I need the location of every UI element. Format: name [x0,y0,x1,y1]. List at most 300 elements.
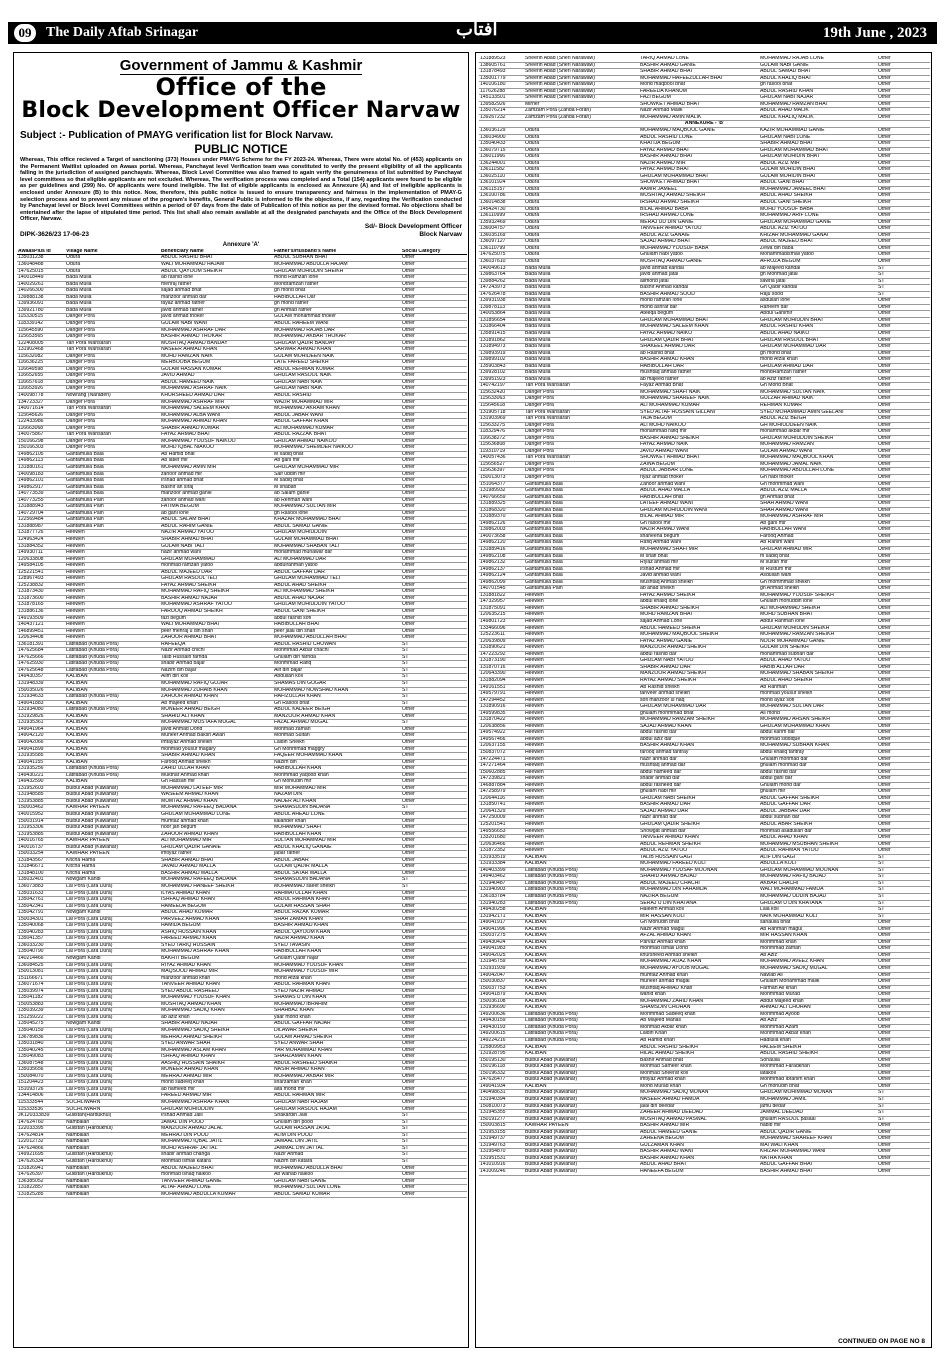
cell-father-husband: ABDUL RAHMAN KHAN [274,981,330,988]
cell-father-husband: GULAM HASSAN SHAH [274,903,331,909]
cell-father-husband: jamu dedar [760,1103,786,1109]
cell-village: Lal Pora (Lara Dura) [66,1086,113,1092]
cell-category: Other [878,107,891,114]
cell-awaas-id: 125221541 [18,569,44,575]
cell-village: Heewen [525,651,544,657]
cell-beneficiary: MOHAMMAD AHMAD KHAN [161,418,227,425]
cell-awaas-id: 136087548 [18,1060,44,1066]
cell-awaas-id: 131935256 [18,765,44,772]
cell-father-husband: WAZIR MOHAMMAD MIR [274,399,334,405]
cell-awaas-id: 149403462 [480,873,506,880]
cell-awaas-id: 120633808 [18,556,44,562]
cell-beneficiary: MOHAMMAD ASLAM KHAN [161,1047,226,1053]
cell-beneficiary: MOHAMMAD HAFEEZULLAH BHAT [640,75,724,81]
cell-awaas-id: 150195130 [480,1057,506,1063]
cell-village: Bulbul Abad (Kawahar) [66,798,119,804]
cell-beneficiary: zahoor ahmad wani [161,497,206,503]
cell-father-husband: GHULAM NABI GANIE [274,1178,327,1184]
cell-village: Nowgam Kandi [66,955,101,961]
cell-beneficiary: MOHAMMAD AIJAZ KHAN [640,958,702,965]
cell-father-husband: GULAM DIN SHEIKH [760,644,809,651]
cell-awaas-id: 139931938 [480,297,506,304]
cell-category: Other [878,788,891,795]
cell-village: Danger Pora [66,418,95,425]
cell-village: Bada Mulla [66,300,92,307]
cell-father-husband: ABDUL GAFFAR NAJAR [274,1020,331,1027]
cell-awaas-id: 149567466 [480,736,506,742]
cell-beneficiary: BASHIR AHMAD SHEIKH [640,435,699,441]
cell-awaas-id: 131948585 [18,791,44,798]
cell-awaas-id: 128967493 [18,575,44,582]
cell-father-husband: Ghulam mohmad dar [760,756,808,762]
cell-awaas-id: 136037610 [480,258,506,264]
cell-awaas-id: 131940283 [480,900,506,906]
cell-father-husband: MOHAMMAD SHABAN SHEIKH [760,670,834,677]
cell-village: Tari Pora Wansaran [66,340,111,346]
cell-village: Danger Pora [66,353,95,359]
cell-category: Other [402,975,415,981]
cell-father-husband: MOHAMMAD saeef sheikh [274,883,335,889]
cell-village: Heewen [525,723,544,729]
cell-father-husband: GHULAM NABI NAIK [274,385,323,392]
cell-awaas-id: 135040433 [480,140,506,147]
cell-father-husband: yaar mohd khan [274,1014,311,1020]
cell-village: KALIBAN [525,1044,547,1050]
cell-beneficiary: Ab Majeed Manas [640,1017,682,1024]
cell-category: Other [878,651,891,657]
cell-beneficiary: BASHIR AHMAD GANIE [640,62,696,68]
cell-category: Other [878,684,891,690]
cell-beneficiary: SHABIR AHMAD BHAT [640,68,694,75]
cell-village: Heewen [525,795,544,801]
cell-village: Heewen [525,834,544,841]
cell-category: Other [878,350,891,356]
cell-beneficiary: RAFEEQA [161,641,186,647]
cell-category: Other [878,147,891,153]
cell-father-husband: GHULAM MOHAMMAD TELI [274,575,341,582]
cell-category: Other [402,759,415,765]
cell-village: KAWHAR PAYEEN [66,850,110,857]
cell-awaas-id: 131931939 [480,965,506,972]
cell-awaas-id: 115632082 [18,353,44,359]
cell-awaas-id: 131889325 [480,500,506,507]
cell-awaas-id: 149041983 [480,945,506,952]
cell-awaas-id: 147626477 [480,1076,506,1083]
annexure-a-heading: Annexure 'A' [222,241,260,248]
cell-father-husband: MIR MOHAMMAD MIR [274,785,327,791]
cell-category: Other [402,890,415,896]
cell-father-husband: kalander khan [274,818,307,824]
cell-village: Nambalan [66,1145,90,1151]
cell-category: ST [402,876,409,883]
cell-category: ST [402,1125,409,1132]
cell-category: Other [878,782,891,788]
cell-father-husband: Abdul Rahman lone [760,618,805,625]
cell-beneficiary: GHULAM QADIR GANAIE [161,844,222,850]
cell-father-husband: Ab Rahman magul [760,926,803,932]
cell-father-husband: GHULAM MOHAMMAD DAR [760,343,827,350]
cell-village: Sheerin Abad (Sheri Narawaw) [525,88,595,94]
cell-awaas-id: 136004757 [480,225,506,232]
cell-beneficiary: imtiyaz Ahmad khan [640,1076,686,1083]
cell-awaas-id: 147625075 [480,251,506,258]
cell-category: Other [878,127,891,134]
cell-father-husband: MOHAMMAD SHAREEF KHAN [760,1135,832,1142]
notice-subject: Subject :- Publication of PMAYG verification list for Block Narvaw. [20,130,334,141]
cell-category: Other [402,549,415,556]
cell-category: Other [878,153,891,160]
cell-beneficiary: GULAM NABI TALI [161,543,205,549]
cell-awaas-id: 136110799 [480,245,506,251]
cell-village: Heewen [525,684,544,690]
cell-village: Gantamulla Pain [66,516,104,523]
cell-awaas-id: 149430424 [480,939,506,945]
cell-beneficiary: ISHFAQ AHMAD KHAN [161,1053,215,1060]
cell-father-husband: Nazim din katara [274,1158,313,1164]
cell-village: Odura [525,166,540,173]
cell-father-husband: NAIK MOHAMMAD KOLI [760,913,818,919]
cell-category: Other [878,1057,891,1063]
cell-awaas-id: 125809953 [480,1044,506,1050]
cell-awaas-id: 133201680 [480,834,506,841]
cell-father-husband: ghulam mir [760,788,786,795]
cell-beneficiary: mushtaq ahmad dar [640,762,686,769]
cell-father-husband: Nazim din [274,759,297,765]
cell-beneficiary: JAVAID AHMAD MALLA [161,863,216,870]
cell-category: Other [878,1142,891,1148]
cell-father-husband: MOHAMMAD AVEEZ KHAN [760,958,824,965]
cell-awaas-id: 131952603 [18,785,44,791]
cell-category: Other [878,330,891,336]
cell-village: Danger Pora [66,425,95,431]
cell-awaas-id: 141010916 [480,1161,506,1168]
cell-father-husband: Ghulam Qadir najar [274,955,319,961]
cell-category: Other [878,258,891,264]
cell-awaas-id: 141009246 [480,1168,506,1174]
cell-father-husband: Nazir Ahmad [274,1151,304,1158]
cell-village: Lal Pora (Lara Dura) [66,929,113,935]
cell-beneficiary: M shafi bhat [640,553,668,559]
cell-category: Other [402,274,415,281]
cell-awaas-id: 115636808 [480,441,506,448]
cell-father-husband: Abdul Majeed khan [760,998,804,1004]
cell-village: Heewen [525,847,544,854]
cell-category: Other [878,611,891,618]
cell-category: Other [402,595,415,601]
cell-father-husband: Ab Aziz [760,952,777,958]
cell-village: Heewen [66,608,85,615]
cell-beneficiary: sajad Ahmad Lone [640,618,683,625]
cell-category: ST [402,1145,409,1151]
cell-awaas-id: 131954870 [480,1148,506,1155]
cell-father-husband: mohammad akbar mir [760,428,810,435]
cell-beneficiary: ab ahad sheikh [640,585,675,592]
cell-village: Danger Pora [525,461,554,467]
cell-village: Tari Pora Wansaran [66,346,111,353]
cell-beneficiary: MANZOOR AHMAD JALAL [161,1125,223,1132]
cell-category: Other [402,385,415,392]
cell-awaas-id: 151166671 [18,975,44,981]
cell-awaas-id: 131873190 [480,657,506,664]
cell-father-husband: Gh Rasool bhat [274,700,310,706]
cell-father-husband: GHULAM MOHAMMAD MIR [274,464,339,470]
cell-beneficiary: BASHIR AHMAD SOOD [640,291,695,297]
cell-father-husband: ABDUL QADIR GANIE [760,1129,812,1135]
cell-father-husband: GULAM MOHIDIN BHAT [760,173,817,179]
cell-village: Heewen [66,621,85,628]
cell-category: Other [878,828,891,834]
cell-category: Other [878,703,891,710]
cell-awaas-id: 140071614 [18,405,44,412]
cell-village: Odura [525,153,540,160]
cell-father-husband: HABIBULLAH KHAN [274,831,322,837]
cell-village: Bulbul Abad (Kawahar) [66,844,119,850]
cell-category: Other [878,356,891,363]
cell-category: Other [878,245,891,251]
cell-village: KALIBAN [525,939,547,945]
cell-father-husband: ab Majeed kandal [760,265,801,271]
cell-category: Other [878,625,891,631]
cell-village: Lal Pora (Lara Dura) [66,922,113,929]
cell-category: Other [878,173,891,179]
cell-beneficiary: Bashir ah siraj [161,484,194,490]
cell-father-husband: MOHAMMAD SUBHAN KHAN [760,742,830,749]
cell-beneficiary: Farooq Ahmad sheikh [161,759,211,765]
cell-awaas-id: 140498631 [480,1089,506,1096]
cell-awaas-id: 116638272 [480,435,506,441]
cell-awaas-id: 149161551 [480,684,506,690]
cell-awaas-id: 140075867 [18,431,44,438]
cell-father-husband: ABDUL KHALIQ BHAT [760,75,812,81]
cell-beneficiary: MOHAMMAD ABDULLA KUMAR [161,1191,236,1197]
cell-category: ST [878,291,885,297]
cell-village: Lal Pora (Lara Dura) [66,1047,113,1053]
cell-village: Heewen [525,690,544,697]
cell-category: Other [878,225,891,232]
cell-father-husband: ABDUL SUBHAN BHAT [274,254,329,261]
cell-beneficiary: ABDUL MAJEED BHAT [161,1165,215,1171]
cell-category: Other [878,1155,891,1161]
cell-village: Lal Pora (Lara Dura) [66,916,113,922]
cell-category: Other [878,952,891,958]
cell-village: Odura [66,268,81,274]
cell-category: Other [402,359,415,366]
cell-father-husband: MOHAMMAD SULTAN NAIK [760,389,825,395]
cell-beneficiary: AAMIR JAMEEL [640,186,678,192]
cell-father-husband: ABDUL AHAD MALIK [760,107,809,114]
cell-village: Lal Pora (Lara Dura) [66,1034,113,1040]
cell-village: Heewen [525,638,544,644]
cell-father-husband: HABIBULLAH KHAN [274,948,322,955]
cell-awaas-id: 149224216 [480,1037,506,1044]
cell-father-husband: Asdullah wani [760,572,792,579]
cell-category: Other [878,598,891,605]
cell-village: Bulbul Abad (Kawahar) [525,1135,578,1142]
cell-beneficiary: MAQSOOD AHMAD MIR [161,968,218,975]
cell-category: Other [402,510,415,516]
cell-category: Other [402,1086,415,1092]
cell-category: ST [402,700,409,706]
cell-beneficiary: shabir ahmad changa [161,1151,210,1158]
cell-category: Other [402,307,415,313]
cell-category: Other [402,1027,415,1034]
cell-village: KALIBAN [66,713,88,719]
cell-category: ST [878,1103,885,1109]
cell-beneficiary: manzoor ahmad dar [161,294,207,300]
cell-category: ST [878,893,885,899]
cell-category: Other [878,166,891,173]
cell-father-husband: GHULAM MOHAMMAD KHAN [760,723,830,729]
cell-village: Bulbul Abad (Kawahar) [525,1142,578,1148]
cell-village: Lal Pora (Lara Dura) [66,1092,113,1099]
cell-village: Heewen [66,549,85,556]
cell-awaas-id: 131870422 [480,716,506,723]
cell-father-husband: ALI MOHAMMAD SHEIKH [274,588,335,595]
cell-father-husband: HABIBULLAH BHAT [274,621,321,628]
cell-awaas-id: 147258979 [480,788,506,795]
cell-beneficiary: ABDUL HAMEED NAIK [161,379,215,385]
cell-category: Other [878,186,891,192]
cell-village: KALIBAN [525,919,547,926]
cell-category: ST [878,880,885,886]
cell-father-husband: GULAM MOHIDIN BHAT [760,166,817,173]
cell-category: Other [878,56,891,61]
cell-father-husband: MOHAMMAD ARIF LONE [760,212,819,219]
cell-father-husband: ABDUL RASHID CHOWAN [274,641,336,647]
cell-beneficiary: nazir ahmad dar [640,756,677,762]
cell-village: KALIBAN [525,945,547,952]
cell-village: Gulistan (Hardukhul) [66,1125,113,1132]
cell-category: Other [402,333,415,340]
cell-village: Heewen [525,736,544,742]
cell-category: Other [402,379,415,385]
cell-category: Other [402,353,415,359]
cell-category: Other [402,327,415,333]
cell-awaas-id: 149193509 [18,615,44,621]
cell-beneficiary: BILAL AHMAD BABA [640,206,689,212]
cell-father-husband: Ab gani mir [274,457,300,464]
cell-beneficiary: ABDUL HAMEED GANIE [640,1129,698,1135]
cell-father-husband: ABDUL RASHID KHAN [760,88,814,94]
cell-village: Heewen [525,729,544,736]
cell-awaas-id: 120637155 [480,742,506,749]
cell-father-husband: mohammad subhan dar [760,651,814,657]
cell-beneficiary: MOHAMMAD YOUSUF NAIKOO [161,438,236,444]
cell-beneficiary: MOHAMMAD SALEEM KHAN [161,405,230,412]
cell-awaas-id: 140214466 [18,955,44,961]
cell-village: Bada Mulla [525,330,551,336]
cell-beneficiary: Bashir Ahmad kandal [640,284,689,291]
cell-father-husband: SYED MOHAMMAD AMIN GEELANI [760,409,844,415]
cell-father-husband: GULAM AHMAD SHEIKH [274,1034,333,1040]
cell-beneficiary: MOHAMMAD YOUSUF BABA [640,245,709,251]
cell-father-husband: SULTAN MOHAMMAD MIR [274,837,337,844]
cell-father-husband: sanaulla bhat [760,919,791,926]
cell-father-husband: MOHD YOUSUF BABA [760,206,814,212]
cell-category: Other [402,1020,415,1027]
cell-beneficiary: SHOWKET AHMAD BHAT [640,101,700,107]
cell-father-husband: ABDUL GAFFAR BHAT [760,1161,814,1168]
cell-village: Gantamulla Bala [525,481,563,487]
cell-village: Bulbul Abad (Kawahar) [66,811,119,817]
cell-village: Latifabad (Khuda Pora) [525,1011,578,1017]
cell-village: Lal Pora (Lara Dura) [66,981,113,988]
cell-village: Lal Pora (Lara Dura) [66,988,113,994]
cell-father-husband: ABDUL AHEAD LONE [274,811,325,817]
cell-category: Other [402,523,415,529]
cell-category: Other [402,1079,415,1086]
cell-awaas-id: 131881822 [480,592,506,598]
cell-awaas-id: 131936690 [480,1004,506,1011]
cell-awaas-id: 145133501 [480,94,506,101]
cell-awaas-id: 149579791 [480,690,506,697]
cell-category: Other [402,516,415,523]
cell-village: Latifabad (Khuda Pora) [525,893,578,899]
cell-awaas-id: 150003815 [480,1122,506,1129]
cell-category: ST [402,693,409,700]
cell-beneficiary: riyaz ahmad thoker [640,474,684,480]
cell-beneficiary: MANZOOR AHMAD SHEIKH [640,644,706,651]
signature-line1: Sd/- Block Development Officer [364,222,462,230]
cell-category: Other [402,1060,415,1066]
cell-category: Other [878,847,891,854]
cell-beneficiary: SHAHID ALI KHAN [161,713,205,719]
cell-category: Other [402,254,415,261]
cell-beneficiary: MOHAMMAD ASHRAF DAR [161,327,226,333]
cell-category: ST [402,660,409,667]
cell-awaas-id: 150602885 [480,769,506,775]
cell-beneficiary: SHAKEEL AHMAD DAR [640,343,696,350]
cell-category: Other [402,791,415,798]
cell-village: KALIBAN [525,1083,547,1089]
cell-village: Tari Pora Wansaran [525,454,570,461]
cell-father-husband: GULAM HASSAN JATAL [274,1125,331,1132]
cell-awaas-id: 149041934 [480,1083,506,1089]
cell-category: Other [878,1063,891,1070]
signature-line2: Block Narvaw [419,230,462,238]
cell-village: Odura [525,225,540,232]
cell-category: ST [402,719,409,726]
cell-awaas-id: 131848100 [18,870,44,876]
cell-awaas-id: 117626288 [480,88,506,94]
cell-father-husband: sawrla jatal [760,278,786,284]
cell-village: Bulbul Abad (Kawahar) [66,824,119,831]
cell-category: Other [878,690,891,697]
cell-village: Gantamulla Bala [66,477,104,484]
cell-beneficiary: SAJAD AHMAD BHAT [640,238,691,245]
cell-category: Other [402,1001,415,1007]
cell-awaas-id: 140057436 [480,454,506,461]
cell-beneficiary: Ateeqa begum [640,310,674,317]
cell-category: Other [402,752,415,759]
cell-father-husband: HABIB ALLAH DAR [760,664,805,670]
cell-father-husband: ABDUL GANI BHAT [760,179,806,186]
cell-beneficiary: GHULAM MOHIUDDIN [161,1106,214,1112]
cell-awaas-id: 147625930 [18,660,44,667]
cell-beneficiary: RIYAZ AHMAD KHAN [161,962,211,968]
cell-awaas-id: 140098183 [18,471,44,477]
cell-village: Nambalan [66,1165,90,1171]
cell-category: Other [878,474,891,480]
cell-village: Gantamulla Bala [525,507,563,513]
cell-beneficiary: FAREED AHMAD MIR [161,1092,212,1099]
cell-father-husband: MOHAMMAD SULTAN MIR [274,503,337,510]
cell-awaas-id: 140701545 [480,585,506,592]
cell-category: Other [878,435,891,441]
cell-father-husband: Mohmmad yaqoob khan [274,772,329,778]
cell-beneficiary: ghulam mohmmad bhat [640,710,694,716]
cell-awaas-id: 149200615 [480,1030,506,1037]
